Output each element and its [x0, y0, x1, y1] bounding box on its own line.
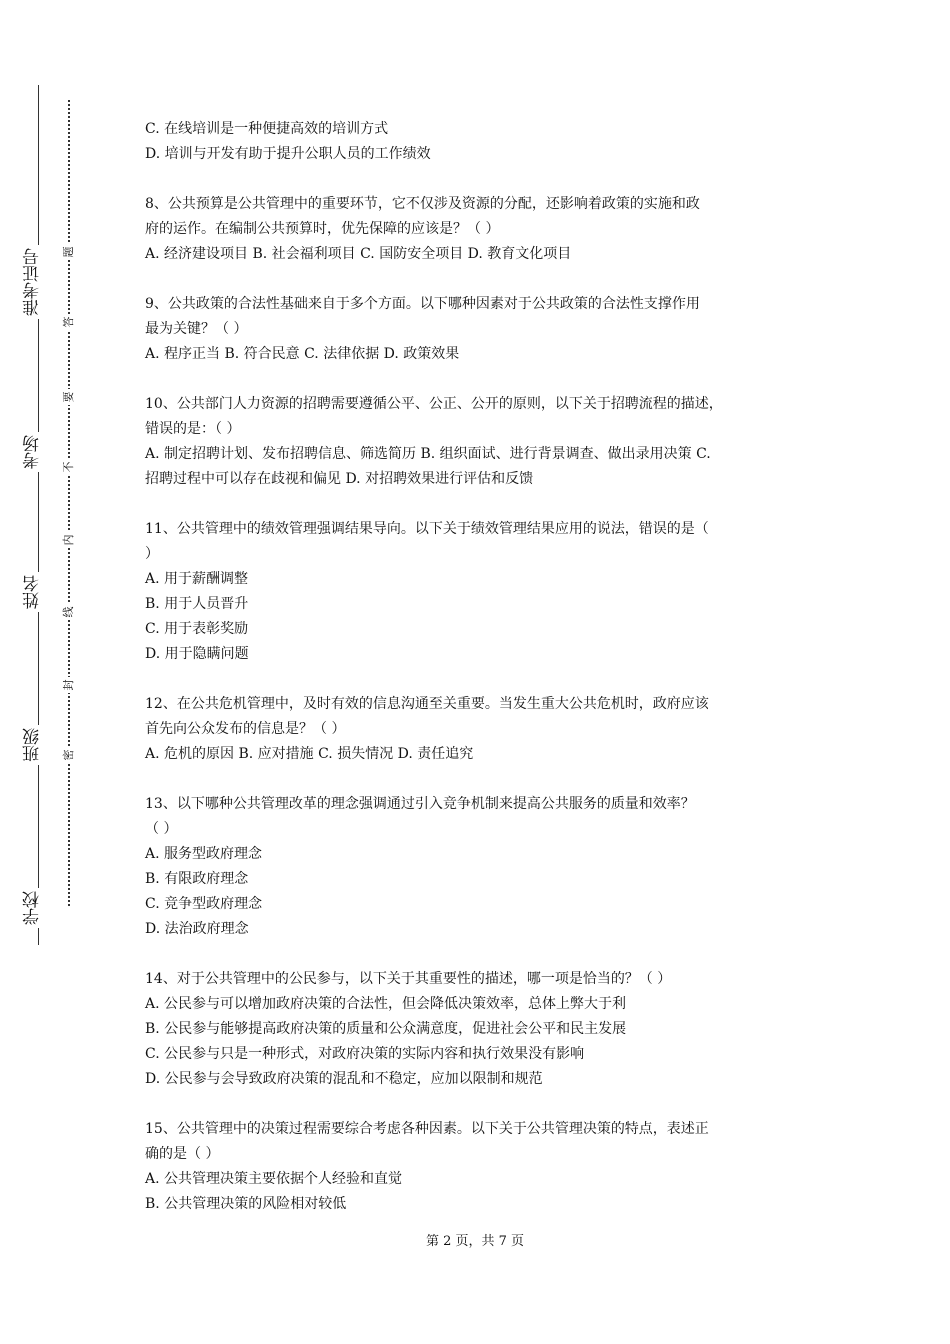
question-stem-line: 首先向公众发布的信息是？（ ）	[145, 721, 346, 737]
seal-char-2: 答	[60, 314, 78, 330]
option-line: B. 公共管理决策的风险相对较低	[145, 1196, 347, 1212]
question-stem-line: 13、以下哪种公共管理改革的理念强调通过引入竞争机制来提高公共服务的质量和效率？	[145, 796, 695, 812]
question-stem-line: 15、公共管理中的决策过程需要综合考虑各种因素。以下关于公共管理决策的特点，表述正	[145, 1121, 709, 1137]
question-stem-line: （ ）	[145, 821, 178, 837]
option-line: A. 用于薪酬调整	[145, 571, 249, 587]
option-line: D. 法治政府理念	[145, 921, 249, 937]
seal-char-3: 要	[60, 389, 78, 405]
option-line: A. 服务型政府理念	[145, 846, 263, 862]
question-stem-line: 最为关键？（ ）	[145, 321, 248, 337]
option-line: A. 制定招聘计划、发布招聘信息、筛选简历 B. 组织面试、进行背景调查、做出录用决策 C.	[145, 446, 711, 462]
question-stem-line: 8、公共预算是公共管理中的重要环节，它不仅涉及资源的分配，还影响着政策的实施和政	[145, 196, 700, 212]
question-13	[145, 792, 825, 942]
seal-char-8: 密	[60, 747, 78, 763]
seal-char-4: 不	[60, 459, 78, 475]
question-12	[145, 692, 825, 767]
seal-char-1: 题	[60, 244, 78, 260]
option-line: A. 危机的原因 B. 应对措施 C. 损失情况 D. 责任追究	[145, 746, 474, 762]
binding-field-exam-number: 准考证号	[24, 245, 54, 319]
binding-solid-line	[38, 85, 39, 945]
question-stem-line: 10、公共部门人力资源的招聘需要遵循公平、公正、公开的原则，以下关于招聘流程的描述，	[145, 396, 723, 412]
option-line: A. 经济建设项目 B. 社会福利项目 C. 国防安全项目 D. 教育文化项目	[145, 246, 572, 262]
binding-field-exam-room: 考场	[24, 432, 54, 472]
question-stem-line: 错误的是：（ ）	[145, 421, 241, 437]
option-line: D. 公民参与会导致政府决策的混乱和不稳定，应加以限制和规范	[145, 1071, 543, 1087]
binding-field-school: 学校	[24, 888, 54, 928]
question-stem-line: 11、公共管理中的绩效管理强调结果导向。以下关于绩效管理结果应用的说法，错误的是（	[145, 521, 709, 537]
option-line: D. 用于隐瞒问题	[145, 646, 249, 662]
question-15	[145, 1117, 825, 1217]
question-stem-line: 12、在公共危机管理中，及时有效的信息沟通至关重要。当发生重大公共危机时，政府应该	[145, 696, 709, 712]
question-stem-line: 14、对于公共管理中的公民参与，以下关于其重要性的描述，哪一项是恰当的？（ ）	[145, 971, 672, 987]
seal-char-6: 线	[60, 604, 78, 620]
option-line: B. 公民参与能够提高政府决策的质量和公众满意度，促进社会公平和民主发展	[145, 1021, 627, 1037]
seal-char-5: 内	[60, 532, 78, 548]
question-8	[145, 192, 825, 267]
question-9	[145, 292, 825, 367]
page-footer: 第 2 页，共 7 页	[425, 1234, 525, 1249]
question-11	[145, 517, 825, 667]
question-stem-line: 9、公共政策的合法性基础来自于多个方面。以下哪种因素对于公共政策的合法性支撑作用	[145, 296, 700, 312]
binding-field-class: 班级	[24, 725, 54, 765]
exam-content	[145, 117, 825, 1217]
option-line: C. 竞争型政府理念	[145, 896, 263, 912]
binding-dotted-line	[68, 100, 70, 906]
option-line: A. 公共管理决策主要依据个人经验和直觉	[145, 1171, 403, 1187]
question-10	[145, 392, 825, 492]
question-stem-line: 府的运作。在编制公共预算时，优先保障的应该是？（ ）	[145, 221, 500, 237]
option-line: B. 用于人员晋升	[145, 596, 249, 612]
option-line: A. 程序正当 B. 符合民意 C. 法律依据 D. 政策效果	[145, 346, 460, 362]
option-line: B. 有限政府理念	[145, 871, 249, 887]
binding-margin	[0, 0, 90, 1344]
prev-question-options	[145, 117, 825, 167]
question-14	[145, 967, 825, 1092]
option-line: C. 用于表彰奖励	[145, 621, 249, 637]
option-line: C. 在线培训是一种便捷高效的培训方式	[145, 121, 389, 137]
option-line: C. 公民参与只是一种形式，对政府决策的实际内容和执行效果没有影响	[145, 1046, 585, 1062]
option-line: D. 培训与开发有助于提升公职人员的工作绩效	[145, 146, 431, 162]
question-stem-line: ）	[145, 546, 159, 562]
seal-char-7: 封	[60, 677, 78, 693]
question-stem-line: 确的是（ ）	[145, 1146, 220, 1162]
option-line: 招聘过程中可以存在歧视和偏见 D. 对招聘效果进行评估和反馈	[145, 471, 534, 487]
binding-field-name: 姓名	[24, 572, 54, 612]
option-line: A. 公民参与可以增加政府决策的合法性，但会降低决策效率，总体上弊大于利	[145, 996, 627, 1012]
